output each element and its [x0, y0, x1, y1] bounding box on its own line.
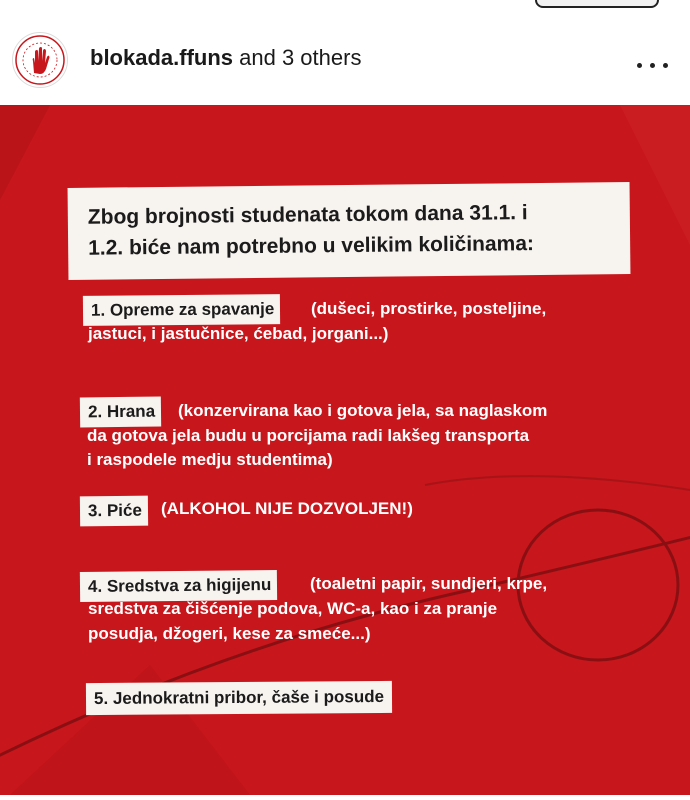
faculty-logo-icon: [13, 33, 67, 87]
post-authors: [90, 45, 361, 71]
item-2-desc: i raspodele medju studentima): [87, 450, 333, 469]
item-2-desc: (konzervirana kao i gotova jela, sa naglaskom: [178, 401, 548, 420]
more-dot-icon: [637, 63, 642, 68]
item-2-title: 2. Hrana: [80, 397, 161, 428]
more-dot-icon: [663, 63, 668, 68]
headline-line-2: 1.2. biće nam potrebno u velikim količinama:: [88, 232, 535, 260]
item-3-title: 3. Piće: [80, 496, 148, 527]
item-3-desc: (ALKOHOL NIJE DOZVOLJEN!): [161, 499, 413, 518]
post-image[interactable]: [0, 105, 690, 795]
item-4-desc: posudja, džogeri, kese za smeće...): [88, 624, 371, 643]
avatar[interactable]: [12, 32, 68, 88]
author-username[interactable]: blokada.ffuns: [90, 45, 234, 70]
item-5-title: 5. Jednokratni pribor, čaše i posude: [86, 681, 392, 715]
coauthors-text[interactable]: and 3 others: [233, 45, 362, 70]
more-dot-icon: [650, 63, 655, 68]
item-4-desc: (toaletni papir, sundjeri, krpe,: [310, 574, 548, 593]
post-header: [0, 0, 690, 105]
item-4-desc: sredstva za čišćenje podova, WC-a, kao i za pranje: [88, 599, 498, 618]
item-1-title: 1. Opreme za spavanje: [83, 294, 281, 326]
item-1-desc: (dušeci, prostirke, posteljine,: [311, 299, 547, 318]
item-1-desc: jastuci, i jastučnice, ćebad, jorgani...): [88, 324, 389, 343]
item-2-desc: da gotova jela budu u porcijama radi lakšeg transporta: [87, 426, 530, 445]
headline-line-1: Zbog brojnosti studenata tokom dana 31.1. i: [87, 201, 528, 229]
item-4-title: 4. Sredstva za higijenu: [80, 570, 278, 602]
top-bar-fragment: [535, 0, 659, 8]
more-options-button[interactable]: [637, 56, 677, 76]
poster-headline: [68, 182, 631, 280]
